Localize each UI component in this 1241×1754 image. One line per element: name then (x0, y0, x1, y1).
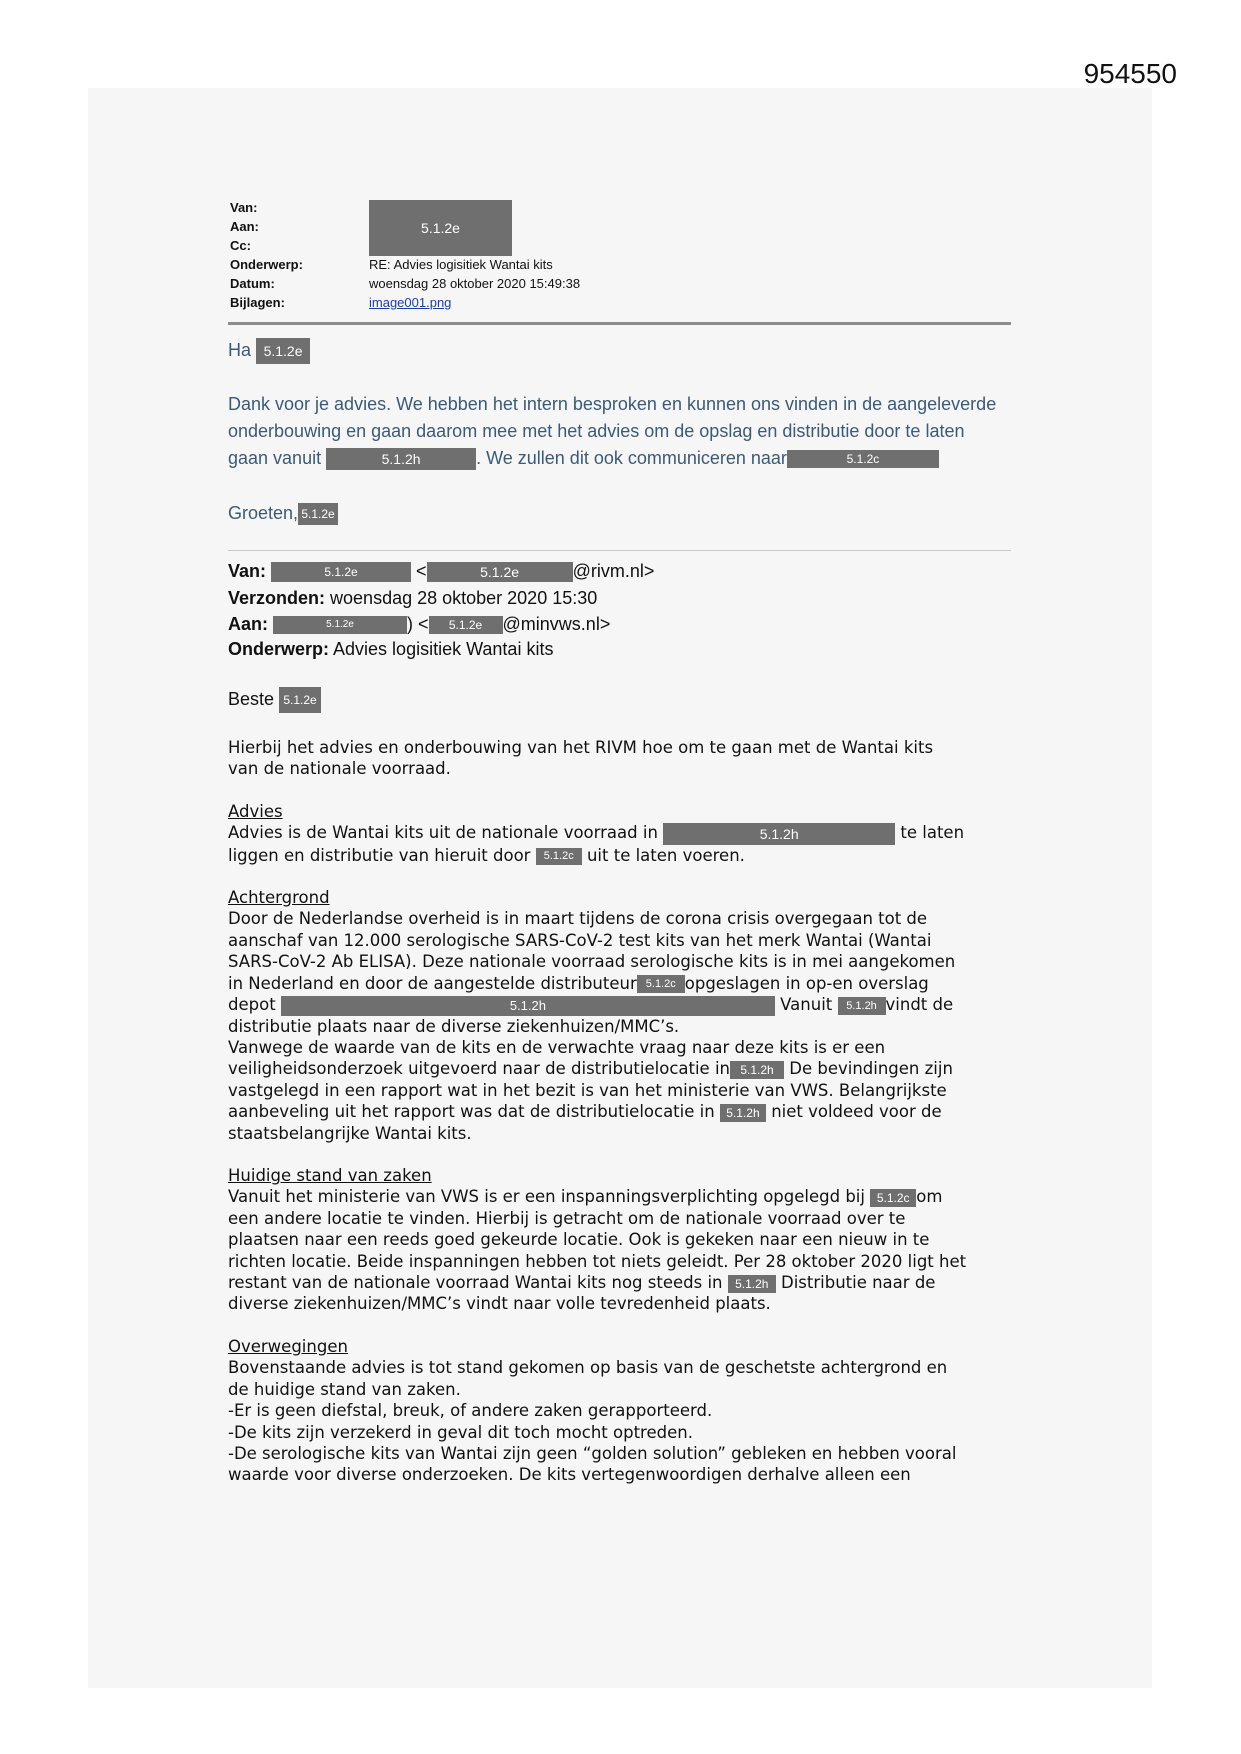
section-advies (228, 801, 1018, 866)
body-line: -Er is geen diefstal, breuk, of andere zaken gerapporteerd. (228, 1401, 713, 1421)
closing-text: Groeten, (228, 503, 299, 523)
body-line: Door de Nederlandse overheid is in maart tijdens de corona crisis overgegaan tot de (228, 909, 928, 929)
body-line: Hierbij het advies en onderbouwing van het RIVM hoe om te gaan met de Wantai kits (228, 738, 934, 757)
header-divider (228, 322, 1011, 325)
body-line-part: in Nederland en door de aangestelde distributeur (228, 973, 637, 993)
redaction: 5.1.2c (870, 1189, 916, 1207)
body-line-part: aanbeveling uit het rapport was dat de distributielocatie in (228, 1102, 715, 1122)
redaction: 5.1.2c (536, 848, 582, 865)
label-aan: Aan: (230, 219, 259, 234)
redaction: 5.1.2h (730, 1061, 784, 1079)
fwd-label-van: Van: (228, 561, 267, 581)
body-line: staatsbelangrijke Wantai kits. (228, 1123, 472, 1143)
body-line: Bovenstaande advies is tot stand gekomen op basis van de geschetste achtergrond en (228, 1358, 948, 1378)
redaction: 5.1.2e (256, 338, 310, 364)
body-line-part: Distributie naar de (781, 1273, 936, 1293)
label-datum: Datum: (230, 276, 275, 291)
body-line: diverse ziekenhuizen/MMC’s vindt naar volle tevredenheid plaats. (228, 1294, 771, 1314)
label-van: Van: (230, 200, 258, 215)
fwd-recipient-domain: @minvws.nl> (502, 614, 611, 634)
body-line-part: restant van de nationale voorraad Wantai kits nog steeds in (228, 1273, 723, 1293)
beste-text: Beste (228, 688, 275, 709)
section-overwegingen (228, 1336, 1018, 1486)
reply-line: onderbouwing en gaan daarom mee met het advies om de opslag en distributie door te laten (228, 421, 965, 441)
redaction: 5.1.2h (281, 996, 775, 1016)
label-onderwerp: Onderwerp: (230, 257, 303, 272)
fwd-bracket: < (416, 561, 427, 581)
fwd-sent-date: woensdag 28 oktober 2020 15:30 (330, 587, 598, 608)
body-line-part: Vanuit het ministerie van VWS is er een inspanningsverplichting opgelegd bij (228, 1187, 865, 1207)
fwd-label-aan: Aan: (228, 614, 268, 634)
fwd-subject-line (228, 636, 553, 663)
redaction: 5.1.2e (298, 503, 338, 525)
redaction: 5.1.2c (637, 975, 685, 993)
reply-separator (228, 550, 1011, 551)
redaction-header-recipients: 5.1.2e (369, 200, 512, 256)
body-line: van de nationale voorraad. (228, 759, 451, 779)
header-subject: RE: Advies logisitiek Wantai kits (369, 257, 553, 272)
body-line-part: De bevindingen zijn (789, 1059, 953, 1079)
body-line-part: opgeslagen in op-en overslag (684, 973, 929, 993)
body-line: distributie plaats naar de diverse ziekenhuizen/MMC’s. (228, 1016, 680, 1036)
redaction: 5.1.2e (279, 687, 321, 713)
body-line-part: liggen en distributie van hieruit door (228, 845, 531, 865)
body-line: Vanwege de waarde van de kits en de verwachte vraag naar deze kits is er een (228, 1037, 886, 1057)
reply-line-part: gaan vanuit (228, 448, 322, 468)
forwarded-greeting (228, 687, 321, 713)
fwd-label-verzonden: Verzonden: (228, 587, 326, 608)
fwd-bracket: ) < (407, 614, 429, 634)
fwd-subject: Advies logisitiek Wantai kits (333, 639, 554, 659)
heading-advies: Advies (228, 802, 283, 821)
reply-line: Dank voor je advies. We hebben het intern besproken en kunnen ons vinden in de aangeleverde (228, 394, 997, 414)
redaction: 5.1.2e (427, 562, 573, 582)
header-date: woensdag 28 oktober 2020 15:49:38 (369, 276, 581, 291)
fwd-sender-domain: @rivm.nl> (572, 561, 655, 581)
reply-line-part: . We zullen dit ook communiceren naar (476, 448, 787, 468)
section-huidige-stand (228, 1165, 1018, 1315)
redaction: 5.1.2h (728, 1275, 776, 1293)
intro-paragraph (228, 737, 1018, 780)
heading-achtergrond: Achtergrond (228, 888, 330, 907)
document-number: 954550 (1083, 58, 1177, 89)
body-line: waarde voor diverse onderzoeken. De kits vertegenwoordigen derhalve alleen een (228, 1465, 911, 1485)
redaction: 5.1.2h (838, 997, 886, 1015)
reply-greeting (228, 337, 310, 364)
heading-overwegingen: Overwegingen (228, 1337, 348, 1356)
label-bijlagen: Bijlagen: (230, 295, 285, 310)
redaction: 5.1.2h (326, 448, 476, 470)
body-line: richten locatie. Beide inspanningen hebben tot niets geleidt. Per 28 oktober 2020 ligt het (228, 1251, 967, 1271)
body-line-part: te laten (900, 823, 965, 843)
redaction: 5.1.2h (720, 1104, 766, 1122)
body-line-part: depot (228, 995, 276, 1015)
body-line-part: om (916, 1187, 943, 1207)
attachment-link[interactable]: image001.png (369, 295, 452, 310)
body-line: de huidige stand van zaken. (228, 1379, 461, 1399)
label-cc: Cc: (230, 238, 251, 253)
body-line-part: vindt de (885, 995, 954, 1015)
reply-body (228, 391, 996, 472)
redaction: 5.1.2e (271, 562, 411, 582)
body-line: een andere locatie te vinden. Hierbij is getracht om de nationale voorraad over te (228, 1208, 906, 1228)
body-line-part: Vanuit (780, 995, 833, 1015)
section-achtergrond (228, 887, 1018, 1144)
body-line: -De serologische kits van Wantai zijn geen “golden solution” gebleken en hebben vooral (228, 1444, 957, 1464)
fwd-label-onderwerp: Onderwerp: (228, 639, 330, 659)
redaction: 5.1.2c (787, 450, 939, 468)
body-line: plaatsen naar een reeds goed gekeurde locatie. Ook is gekeken naar een nieuw in te (228, 1230, 930, 1250)
body-line-part: Advies is de Wantai kits uit de nationale voorraad in (228, 823, 658, 843)
forwarded-header (228, 558, 654, 638)
body-line-part: veiligheidsonderzoek uitgevoerd naar de distributielocatie in (228, 1059, 730, 1079)
body-line: SARS-CoV-2 Ab ELISA). Deze nationale voorraad serologische kits is in mei aangekomen (228, 952, 956, 972)
reply-closing (228, 500, 338, 527)
redaction: 5.1.2e (273, 616, 407, 634)
body-line: aanschaf van 12.000 serologische SARS-CoV-2 test kits van het merk Wantai (Wantai (228, 930, 932, 950)
redaction: 5.1.2h (663, 823, 895, 845)
greeting-text: Ha (228, 340, 252, 360)
body-line-part: uit te laten voeren. (586, 845, 745, 865)
heading-huidige-stand: Huidige stand van zaken (228, 1166, 432, 1185)
body-line: vastgelegd in een rapport wat in het bezit is van het ministerie van VWS. Belangrijkste (228, 1080, 947, 1100)
body-line: -De kits zijn verzekerd in geval dit toch mocht optreden. (228, 1422, 693, 1442)
body-line-part: niet voldeed voor de (771, 1102, 942, 1122)
redaction: 5.1.2e (429, 616, 503, 634)
